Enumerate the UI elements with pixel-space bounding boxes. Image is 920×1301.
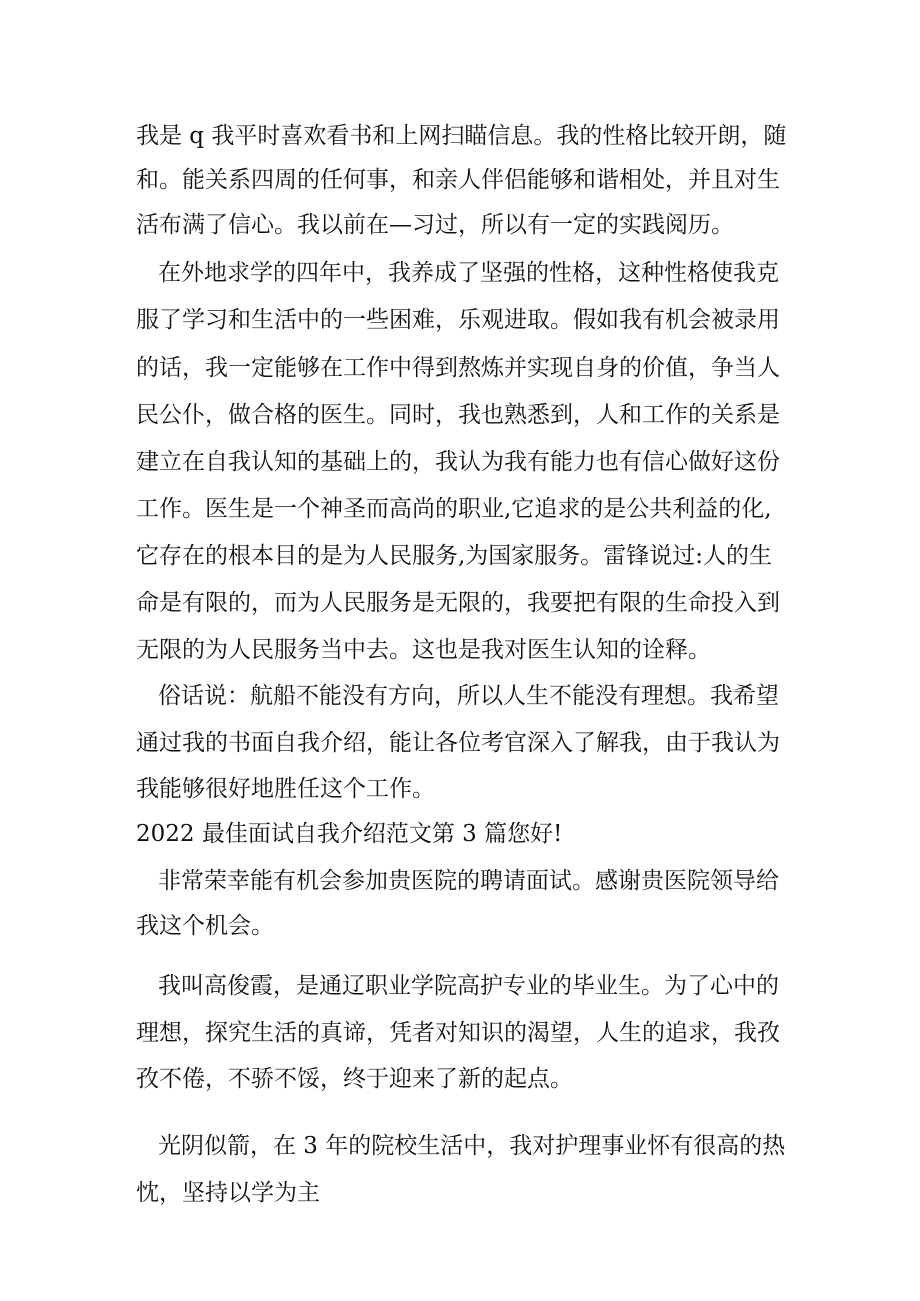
text-line: 无限的为人民服务当中去。这也是我对医生认知的诠释。 <box>136 637 711 663</box>
text-line: 民公仆，做合格的医生。同时，我也熟悉到，人和工作的关系是 <box>136 402 780 428</box>
text-line: 光阴似箭，在 3 年的院校生活中，我对护理事业怀有很高的热 <box>158 1133 786 1159</box>
text-line: 我叫高俊霞，是通辽职业学院高护专业的毕业生。为了心中的 <box>158 973 779 999</box>
text-line: 命是有限的，而为人民服务是无限的，我要把有限的生命投入到 <box>136 590 780 616</box>
text-line: 我是 q 我平时喜欢看书和上网扫瞄信息。我的性格比较开朗，随 <box>136 123 787 149</box>
text-line: 在外地求学的四年中，我养成了坚强的性格，这种性格使我克 <box>158 260 779 286</box>
text-line: 工作。医生是一个神圣而高尚的职业,它追求的是公共利益的化, <box>136 496 772 522</box>
text-line: 我这个机会。 <box>136 913 274 939</box>
text-line: 服了学习和生活中的一些困难，乐观进取。假如我有机会被录用 <box>136 307 780 333</box>
text-line: 俗话说：航船不能没有方向，所以人生不能没有理想。我希望 <box>158 683 779 709</box>
text-line: 和。能关系四周的任何事，和亲人伴侣能够和谐相处，并且对生 <box>136 167 780 193</box>
text-line: 忱，坚持以学为主 <box>136 1180 320 1206</box>
text-line: 活布满了信心。我以前在—习过，所以有一定的实践阅历。 <box>136 212 734 238</box>
text-line: 孜不倦，不骄不馁，终于迎来了新的起点。 <box>136 1066 573 1092</box>
text-line: 理想，探究生活的真谛，凭者对知识的渴望，人生的追求，我孜 <box>136 1020 780 1046</box>
text-line: 的话，我一定能够在工作中得到熬炼并实现自身的价值，争当人 <box>136 355 780 381</box>
text-line: 通过我的书面自我介绍，能让各位考官深入了解我，由于我认为 <box>136 730 780 756</box>
text-line: 建立在自我认知的基础上的，我认为我有能力也有信心做好这份 <box>136 449 780 475</box>
text-line: 我能够很好地胜任这个工作。 <box>136 776 435 802</box>
section-heading: 2022 最佳面试自我介绍范文第 3 篇您好! <box>136 821 563 847</box>
text-line: 它存在的根本目的是为人民服务,为国家服务。雷锋说过:人的生 <box>136 543 773 569</box>
text-line: 非常荣幸能有机会参加贵医院的聘请面试。感谢贵医院领导给 <box>158 868 779 894</box>
